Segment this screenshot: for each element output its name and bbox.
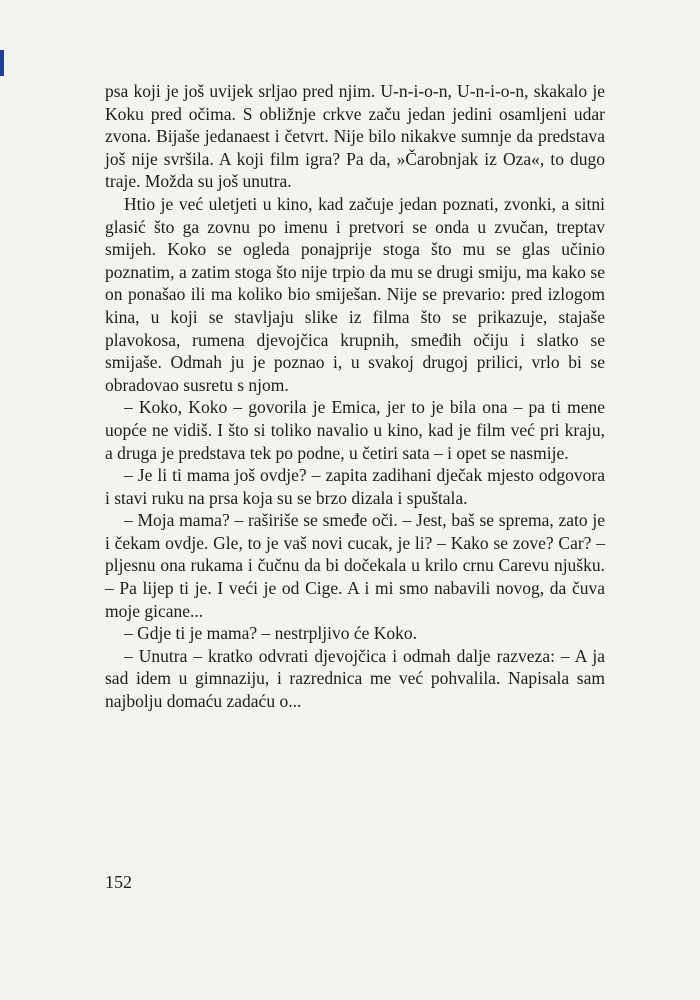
paragraph-3: – Koko, Koko – govorila je Emica, jer to je bila ona – pa ti mene uopće ne vidiš. I što si toliko navalio u kino, kad je film već pri kraju, a druga je predstava tek po podne, u četiri sata – i opet se nasmije.	[105, 397, 605, 463]
paragraph-4: – Je li ti mama još ovdje? – zapita zadihani dječak mjesto odgovora i stavi ruku na prsa koja su se brzo dizala i spuštala.	[105, 465, 605, 508]
paragraph-2: Htio je već uletjeti u kino, kad začuje jedan poznati, zvonki, a sitni glasić što ga zovnu po imenu i pretvori se onda u zvučan, treptav smijeh. Koko se ogleda ponajprije stoga što mu se glas učinio poznatim, a zatim stoga što nije trpio da mu se drugi smiju, ma kako se on ponašao ili ma koliko bio smiješan. Nije se prevario: pred izlogom kina, u koji se stavljaju slike iz filma što se prikazuje, stajaše plavokosa, rumena djevojčica krupnih, smeđih očiju i slatko se smijaše. Odmah ju je poznao i, u svakoj drugoj prilici, vrlo bi se obradovao susretu s njom.	[105, 193, 605, 395]
page-body-text	[105, 80, 605, 713]
paragraph-7: – Unutra – kratko odvrati djevojčica i odmah dalje razveza: – A ja sad idem u gimnaziju, i razrednica me već pohvalila. Napisala sam najbolju domaću zadaću o...	[105, 645, 605, 712]
paragraph-6: – Gdje ti je mama? – nestrpljivo će Koko.	[124, 623, 418, 644]
page-edge-marker	[0, 50, 4, 76]
paragraph-1: psa koji je još uvijek srljao pred njim. U-n-i-o-n, U-n-i-o-n, skakalo je Koku pred očima. S obližnje crkve začu jedan jedini osamljeni udar zvona. Bijaše jedanaest i četvrt. Nije bilo nikakve sumnje da predstava još nije svršila. A koji film igra? Pa da, »Čarobnjak iz Oza«, to dugo traje. Možda su još unutra.	[105, 81, 605, 192]
paragraph-5: – Moja mama? – raširiše se smeđe oči. – Jest, baš se sprema, zato je i čekam ovdje. Gle, to je vaš novi cucak, je li? – Kako se zove? Car? – pljesnu ona rukama i čučnu da bi dočekala u krilo crnu Carevu njušku. – Pa lijep ti je. I veći je od Cige. A i mi smo nabavili novog, da čuva moje gicane...	[105, 510, 605, 621]
page-number: 152	[105, 872, 132, 892]
